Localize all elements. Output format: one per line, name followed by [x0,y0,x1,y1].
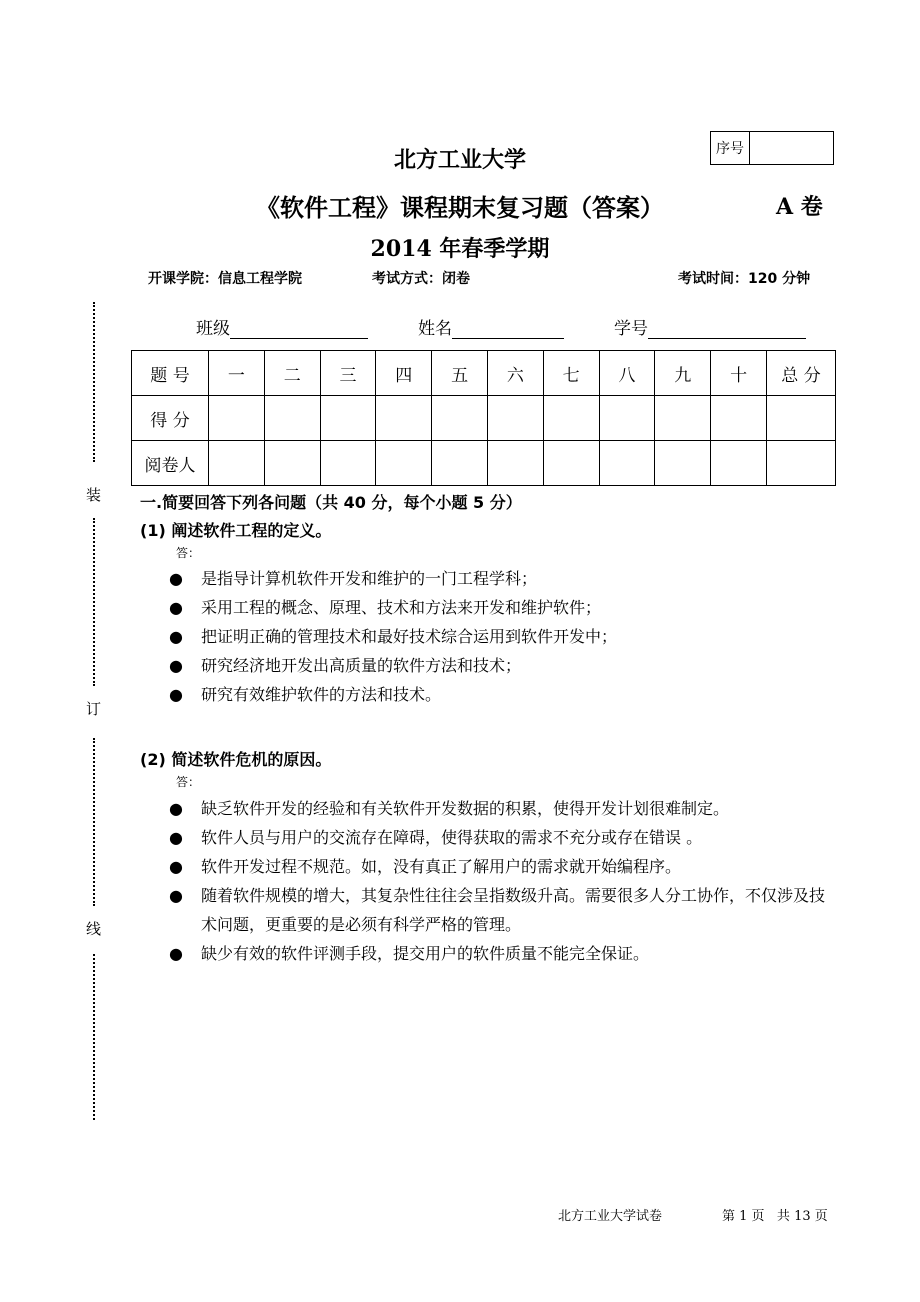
exam-title: 《软件工程》课程期末复习题（答案） [256,194,664,222]
list-item-text: 研究经济地开发出高质量的软件方法和技术； [201,656,522,675]
grader-cell[interactable] [599,441,655,486]
grader-cell[interactable] [655,441,711,486]
grader-cell[interactable] [543,441,599,486]
score-cell[interactable] [432,396,488,441]
score-cell[interactable] [320,396,376,441]
score-table-header-row [132,351,836,396]
binding-dotted-line [93,738,95,906]
name-blank[interactable] [452,320,564,339]
score-cell[interactable] [543,396,599,441]
bullet-icon: ● [169,685,183,704]
list-item-text: 采用工程的概念、原理、技术和方法来开发和维护软件； [201,598,602,617]
list-item [168,651,838,680]
class-label: 班级 [196,319,230,339]
student-id-blank[interactable] [648,320,806,339]
list-item [168,852,838,881]
score-cell[interactable] [711,396,767,441]
name-field [418,314,564,339]
semester: 2014 年春季学期 [370,236,550,262]
list-item-text: 软件人员与用户的交流存在障碍，使得获取的需求不充分或存在错误 。 [201,828,703,847]
list-item-text: 把证明正确的管理技术和最好技术综合运用到软件开发中； [201,627,618,646]
answer-label: 答： [176,775,201,789]
grader-cell[interactable] [432,441,488,486]
list-item-text: 随着软件规模的增大，其复杂性往往会呈指数级升高。需要很多人分工协作，不仅涉及技术问题，更重要的是必须有科学严格的管理。 [201,886,826,934]
bullet-icon: ● [169,944,183,963]
score-cell[interactable] [655,396,711,441]
list-item [168,823,838,852]
table-header-cell: 三 [320,351,376,396]
grader-row [132,441,836,486]
grader-cell[interactable] [209,441,265,486]
table-header-cell: 六 [487,351,543,396]
bullet-icon: ● [169,828,183,847]
binding-dotted-line [93,954,95,1120]
bullet-icon: ● [169,598,183,617]
question-1-title: (1) 阐述软件工程的定义。 [140,521,332,540]
table-header-cell: 五 [432,351,488,396]
score-table [131,350,836,486]
binding-mark-zhuang: 装 [86,486,102,504]
bullet-icon: ● [169,799,183,818]
student-id-label: 学号 [614,319,648,339]
table-header-cell: 总 分 [767,351,836,396]
list-item-text: 研究有效维护软件的方法和技术。 [201,685,442,704]
grader-cell[interactable] [711,441,767,486]
question-2-title: (2) 简述软件危机的原因。 [140,750,332,769]
table-header-cell: 九 [655,351,711,396]
score-row-label: 得 分 [132,396,209,441]
table-header-cell: 七 [543,351,599,396]
exam-mode-info: 考试方式：闭卷 [372,271,470,287]
score-cell[interactable] [487,396,543,441]
footer-university: 北方工业大学试卷 [558,1209,663,1224]
list-item [168,564,838,593]
list-item [168,939,838,968]
list-item [168,680,838,709]
binding-dotted-line [93,302,95,462]
list-item [168,622,838,651]
question-2-answer-list [168,794,838,968]
name-label: 姓名 [418,319,452,339]
bullet-icon: ● [169,886,183,905]
bullet-icon: ● [169,627,183,646]
class-field [196,314,368,339]
score-cell[interactable] [376,396,432,441]
bullet-icon: ● [169,656,183,675]
binding-mark-xian: 线 [86,920,102,938]
serial-number-label: 序号 [711,132,750,164]
list-item-text: 缺乏软件开发的经验和有关软件开发数据的积累，使得开发计划很难制定。 [201,799,730,818]
student-id-field [614,314,806,339]
score-cell[interactable] [209,396,265,441]
binding-mark-ding: 订 [86,700,102,718]
table-header-cell: 一 [209,351,265,396]
table-header-cell: 八 [599,351,655,396]
footer-page-number: 第 1 页 共 13 页 [722,1209,828,1224]
grader-cell[interactable] [376,441,432,486]
table-header-cell: 四 [376,351,432,396]
score-row [132,396,836,441]
exam-volume: A 卷 [776,194,823,220]
list-item-text: 软件开发过程不规范。如，没有真正了解用户的需求就开始编程序。 [201,857,682,876]
table-header-cell: 题 号 [132,351,209,396]
grader-cell[interactable] [264,441,320,486]
grader-cell[interactable] [320,441,376,486]
exam-time-info: 考试时间：120 分钟 [678,271,811,287]
grader-row-label: 阅卷人 [132,441,209,486]
section-title: 一.简要回答下列各问题（共 40 分，每个小题 5 分） [140,493,522,512]
grader-cell[interactable] [767,441,836,486]
answer-label: 答： [176,546,201,560]
list-item [168,881,838,939]
list-item-text: 缺少有效的软件评测手段，提交用户的软件质量不能完全保证。 [201,944,650,963]
list-item-text: 是指导计算机软件开发和维护的一门工程学科； [201,569,538,588]
bullet-icon: ● [169,857,183,876]
score-cell[interactable] [264,396,320,441]
table-header-cell: 十 [711,351,767,396]
question-1-answer-list [168,564,838,709]
binding-dotted-line [93,518,95,686]
bullet-icon: ● [169,569,183,588]
list-item [168,593,838,622]
list-item [168,794,838,823]
class-blank[interactable] [230,320,368,339]
college-info: 开课学院：信息工程学院 [148,271,302,287]
university-name: 北方工业大学 [393,148,526,173]
grader-cell[interactable] [487,441,543,486]
table-header-cell: 二 [264,351,320,396]
score-cell[interactable] [599,396,655,441]
score-cell[interactable] [767,396,836,441]
